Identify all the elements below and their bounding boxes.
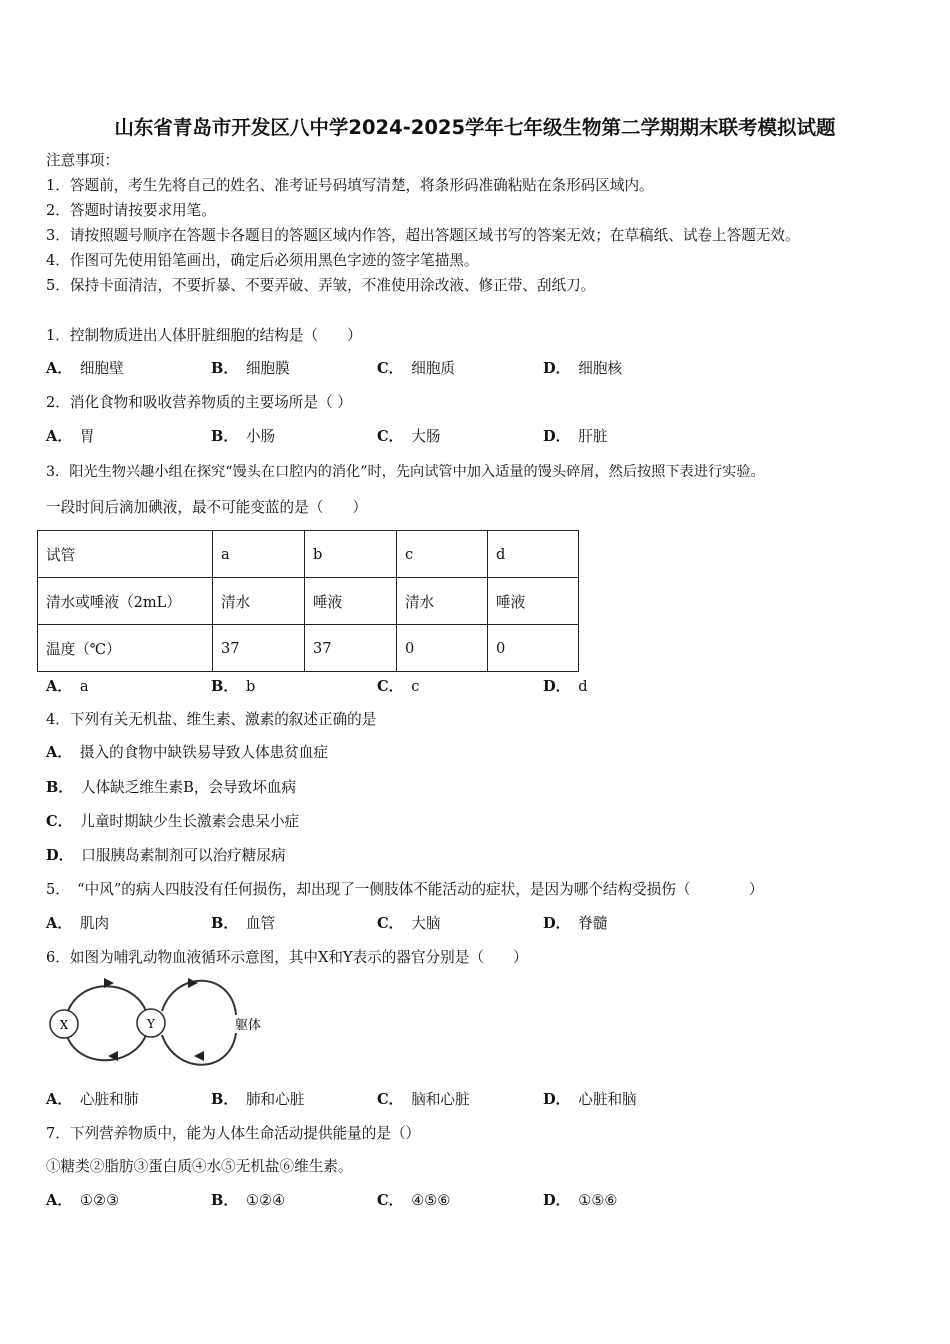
notice-heading: 注意事项： xyxy=(46,152,119,169)
systemic-loop-bottom xyxy=(162,1033,236,1065)
option-a[interactable]: A． 心脏和肺 xyxy=(46,1091,139,1108)
organ-x-label: X xyxy=(59,1018,69,1032)
option-a[interactable]: A． 摄入的食物中缺铁易导致人体患贫血症 xyxy=(46,744,329,761)
table-cell: 0 xyxy=(397,625,488,672)
option-a[interactable]: A． 胃 xyxy=(46,428,95,445)
question-6-options xyxy=(46,1090,746,1110)
table-row xyxy=(38,625,579,672)
table-cell: a xyxy=(213,531,305,578)
option-a[interactable]: A． ①②③ xyxy=(46,1192,120,1209)
notice-item: 5．保持卡面清洁，不要折暴、不要弄破、弄皱，不准使用涂改液、修正带、刮纸刀。 xyxy=(46,277,596,294)
question-7-options xyxy=(46,1191,746,1211)
option-c[interactable]: C． c xyxy=(377,678,420,695)
notice-item: 3．请按照题号顺序在答题卡各题目的答题区域内作答，超出答题区域书写的答案无效；在草稿纸、试卷上答题无效。 xyxy=(46,227,800,244)
option-d[interactable]: D． 细胞核 xyxy=(543,360,623,377)
option-d[interactable]: D． 脊髓 xyxy=(543,915,608,932)
notice-item: 4．作图可先使用铅笔画出，确定后必须用黑色字迹的签字笔描黑。 xyxy=(46,252,479,269)
pulmonary-loop-bottom xyxy=(66,1033,146,1060)
option-b[interactable]: B． b xyxy=(211,678,256,695)
option-d[interactable]: D． 肝脏 xyxy=(543,428,608,445)
question-4-stem: 4．下列有关无机盐、维生素、激素的叙述正确的是 xyxy=(46,711,377,728)
option-c[interactable]: C． 脑和心脏 xyxy=(377,1091,470,1108)
question-3-stem: 3．阳光生物兴趣小组在探究“馒头在口腔内的消化”时，先向试管中加入适量的馒头碎屑，然后按照下表进行实验。 xyxy=(46,464,765,480)
option-d[interactable]: D． ①⑤⑥ xyxy=(543,1192,618,1209)
blood-circulation-diagram xyxy=(40,975,280,1075)
option-d[interactable]: D． 口服胰岛素制剂可以治疗糖尿病 xyxy=(46,847,286,864)
option-b[interactable]: B． 细胞膜 xyxy=(211,360,290,377)
table-row xyxy=(38,578,579,625)
option-a[interactable]: A． 细胞壁 xyxy=(46,360,124,377)
question-3-stem-continued: 一段时间后滴加碘液，最不可能变蓝的是（ ） xyxy=(46,499,368,516)
table-cell: c xyxy=(397,531,488,578)
question-6-stem: 6．如图为哺乳动物血液循环示意图，其中X和Y表示的器官分别是（ ） xyxy=(46,949,528,966)
option-d[interactable]: D． d xyxy=(543,678,588,695)
option-b[interactable]: B． 肺和心脏 xyxy=(211,1091,305,1108)
table-cell: 唾液 xyxy=(488,578,579,625)
question-7-list: ①糖类②脂肪③蛋白质④水⑤无机盐⑥维生素。 xyxy=(46,1158,353,1175)
body-label: 躯体 xyxy=(235,1018,262,1033)
question-5-options xyxy=(46,914,746,934)
page-title: 山东省青岛市开发区八中学2024-2025学年七年级生物第二学期期末联考模拟试题 xyxy=(114,116,836,139)
question-2-stem: 2．消化食物和吸收营养物质的主要场所是（ ） xyxy=(46,394,352,411)
question-3-options xyxy=(46,677,746,697)
option-c[interactable]: C． 大肠 xyxy=(377,428,441,445)
table-cell: 清水 xyxy=(397,578,488,625)
question-1-options xyxy=(46,359,746,379)
table-cell: 清水 xyxy=(213,578,305,625)
question-5-stem: 5． “中风”的病人四肢没有任何损伤，却出现了一侧肢体不能活动的症状，是因为哪个结构受损伤（ ） xyxy=(46,881,764,898)
option-c[interactable]: C． 细胞质 xyxy=(377,360,456,377)
option-c[interactable]: C． 儿童时期缺少生长激素会患呆小症 xyxy=(46,813,300,830)
option-b[interactable]: B． 人体缺乏维生素B，会导致坏血病 xyxy=(46,779,296,796)
question-7-stem: 7．下列营养物质中，能为人体生命活动提供能量的是（） xyxy=(46,1125,421,1142)
table-cell: 试管 xyxy=(38,531,213,578)
option-a[interactable]: A． a xyxy=(46,678,89,695)
table-cell: 37 xyxy=(305,625,397,672)
experiment-table xyxy=(37,530,579,672)
arrow-icon xyxy=(188,978,198,988)
option-d[interactable]: D． 心脏和脑 xyxy=(543,1091,637,1108)
table-cell: 37 xyxy=(213,625,305,672)
pulmonary-loop-top xyxy=(66,986,146,1017)
option-a[interactable]: A． 肌肉 xyxy=(46,915,110,932)
option-c[interactable]: C． 大脑 xyxy=(377,915,441,932)
option-b[interactable]: B． ①②④ xyxy=(211,1192,286,1209)
notice-item: 2．答题时请按要求用笔。 xyxy=(46,202,216,219)
table-cell: 唾液 xyxy=(305,578,397,625)
question-2-options xyxy=(46,427,746,447)
notice-item: 1．答题前，考生先将自己的姓名、准考证号码填写清楚，将条形码准确粘贴在条形码区域内。 xyxy=(46,177,654,194)
option-c[interactable]: C． ④⑤⑥ xyxy=(377,1192,451,1209)
arrow-icon xyxy=(194,1051,204,1061)
table-cell: 0 xyxy=(488,625,579,672)
question-1-stem: 1．控制物质进出人体肝脏细胞的结构是（ ） xyxy=(46,327,362,344)
table-row xyxy=(38,531,579,578)
table-cell: b xyxy=(305,531,397,578)
table-cell: d xyxy=(488,531,579,578)
option-b[interactable]: B． 血管 xyxy=(211,915,276,932)
table-cell: 温度（℃） xyxy=(38,625,213,672)
organ-y-label: Y xyxy=(147,1017,155,1031)
systemic-loop-top xyxy=(162,981,236,1015)
table-cell: 清水或唾液（2mL） xyxy=(38,578,213,625)
option-b[interactable]: B． 小肠 xyxy=(211,428,276,445)
